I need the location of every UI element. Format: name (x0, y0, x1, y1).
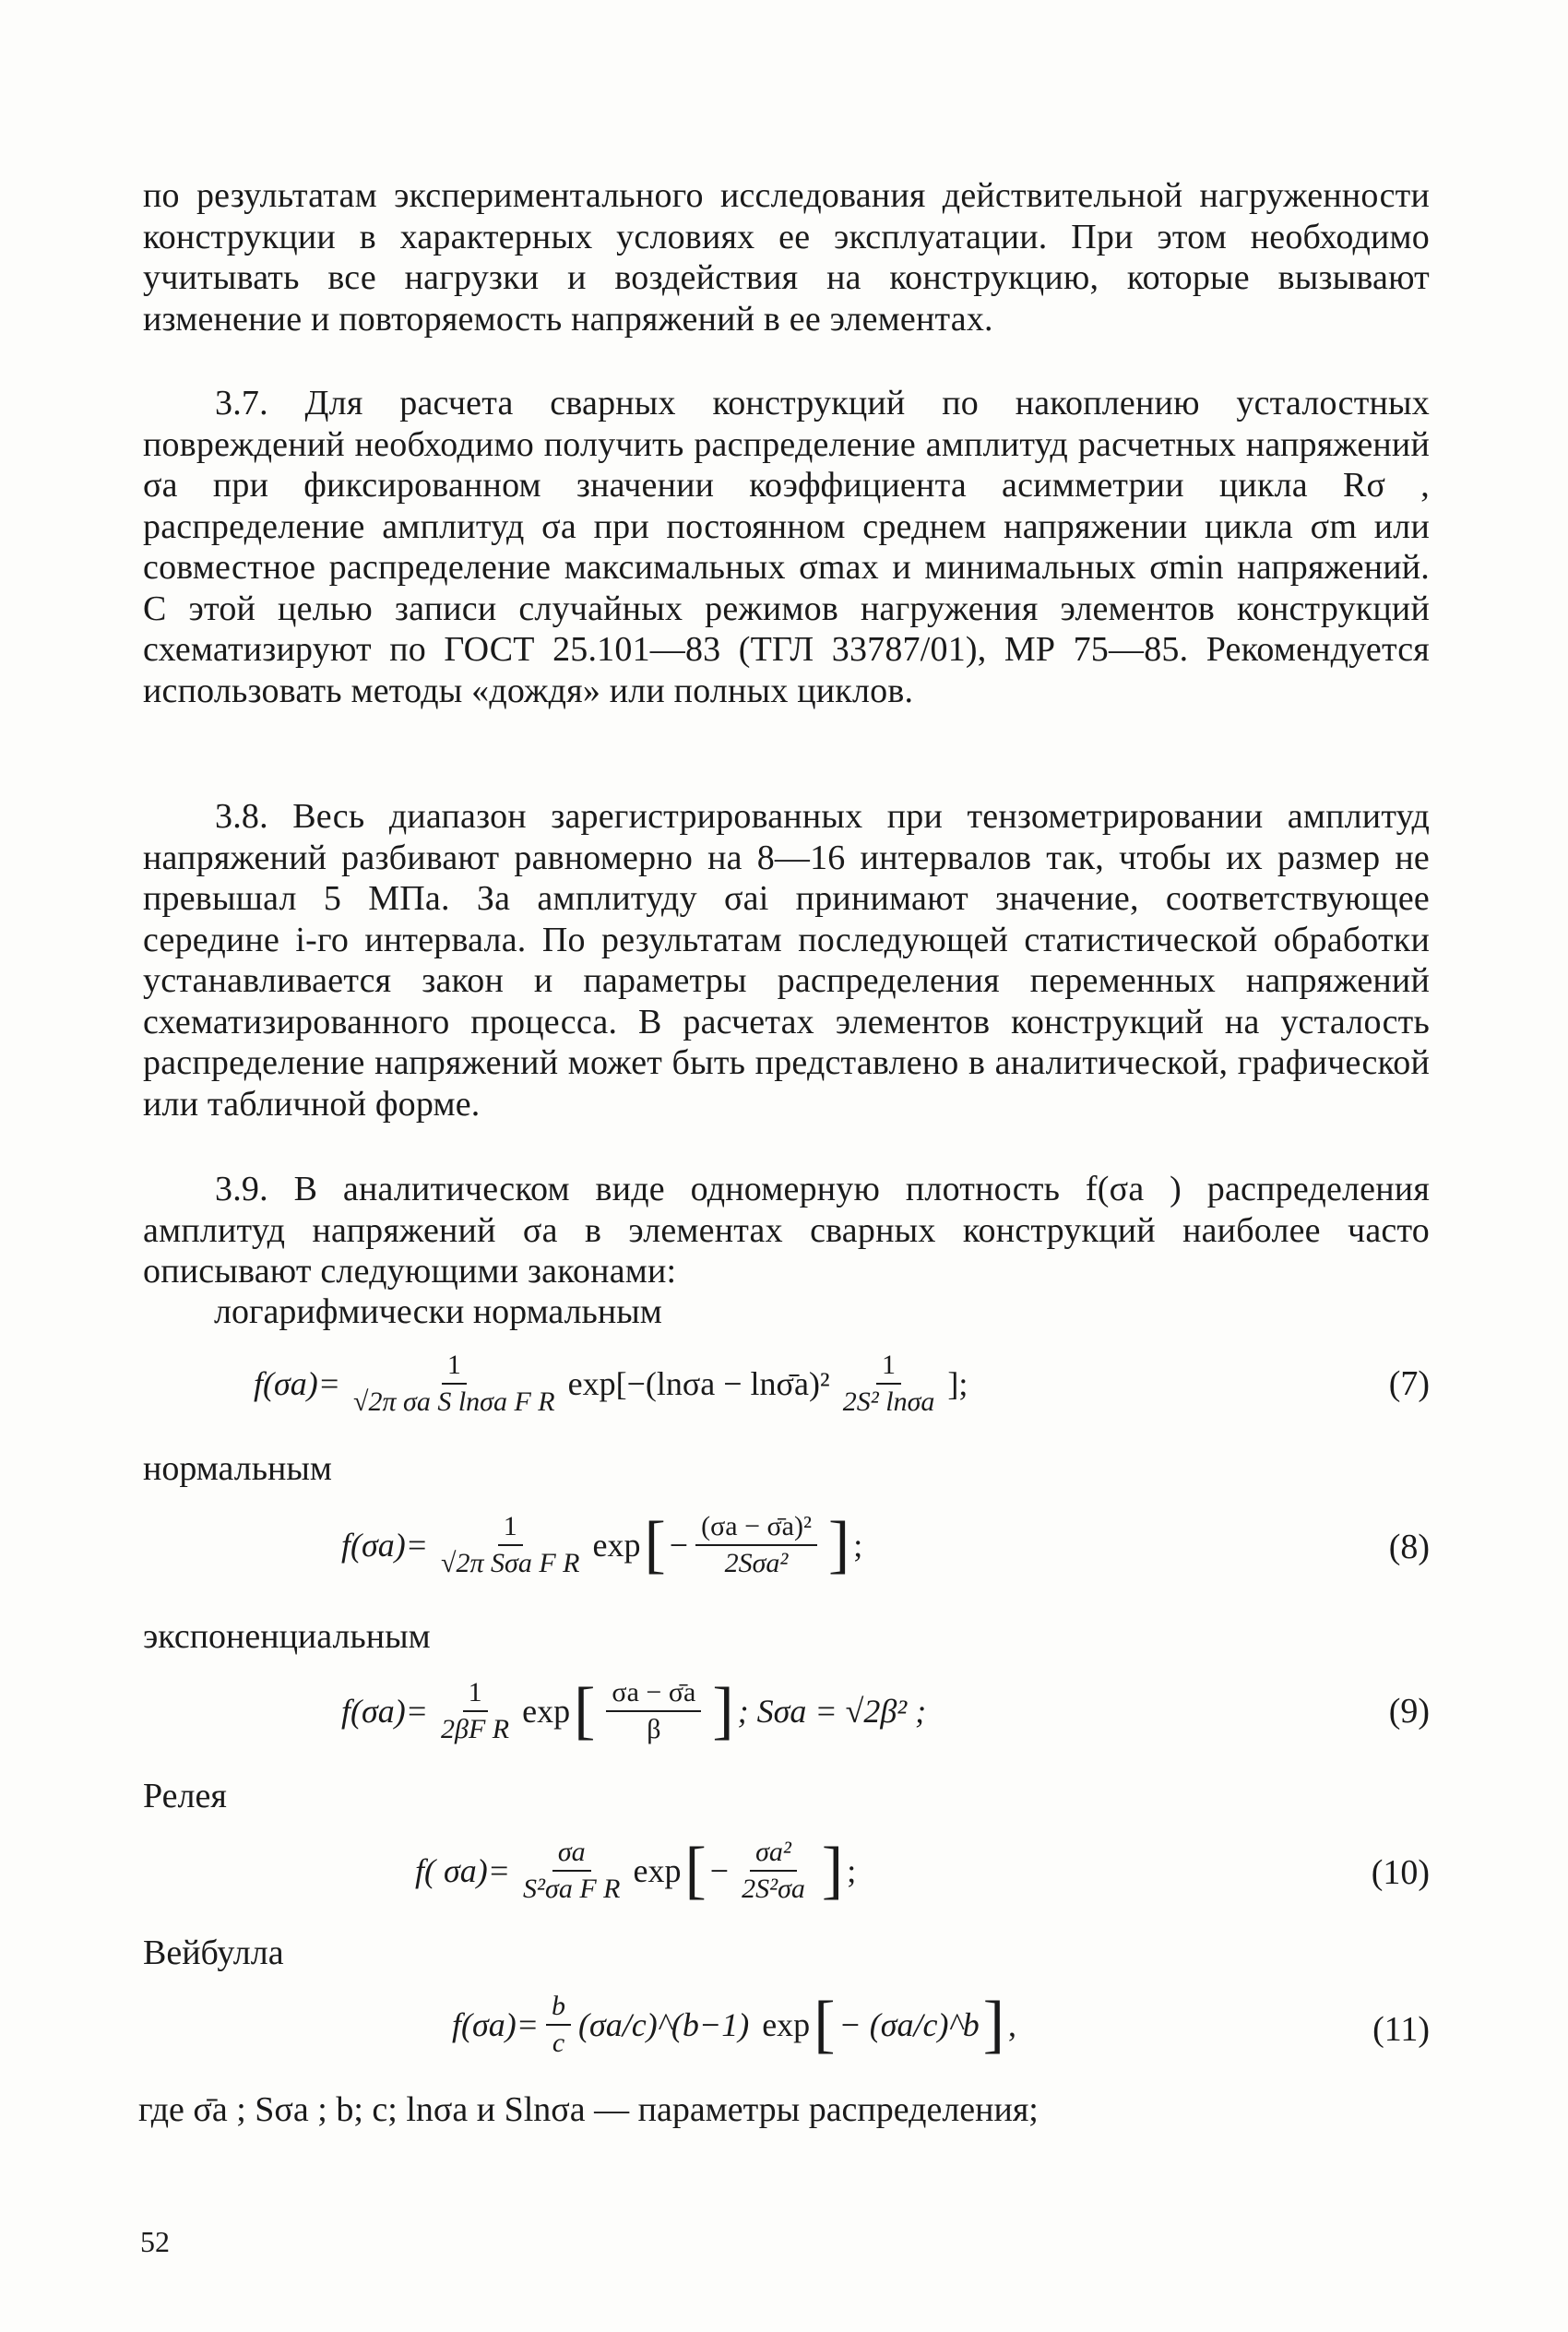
formula-minus: − (709, 1852, 730, 1889)
formula-exp: exp (633, 1852, 682, 1889)
formula-8 (341, 1499, 862, 1591)
bracket-close: ] (821, 1835, 844, 1906)
formula-11 (452, 1979, 1016, 2071)
formula-lhs: f(σa)= (341, 1693, 429, 1730)
fraction-numerator: b (546, 1991, 571, 2026)
paragraph-text: 3.7. Для расчета сварных конструкций по накоплению усталостных повреждений необходимо получить распределение амплитуд расчетных напряжений σa при фиксированном значении коэффициента асимметрии цикла Rσ , распределение амплитуд σa при постоянном среднем напряжении цикла σm или совместное распределение максимальных σmax и минимальных σmin напряжений. С этой целью записи случайных режимов нагружения элементов конструкций схематизируют по ГОСТ 25.101—83 (ТГЛ 33787/01), МР 75—85. Рекомендуется использовать методы «дождя» или полных циклов. (143, 384, 1430, 710)
formula-inner: − (σa/c)^b (838, 2006, 980, 2043)
formula-lhs: f(σa)= (341, 1527, 429, 1564)
bracket-open: [ (644, 1509, 666, 1580)
fraction (606, 1677, 701, 1745)
fraction-denominator: β (647, 1714, 661, 1744)
paragraph-text: по результатам экспериментального исследования действительной нагруженности конструкции в характерных условиях ее эксплуатации. При этом необходимо учитывать все нагрузки и воздействия на конструкцию, которые вызывают изменение и повторяемость напряжений в ее элементах. (143, 176, 1430, 339)
fraction (736, 1837, 811, 1905)
equation-number-7: (7) (1388, 1364, 1430, 1403)
fraction-numerator: σa (552, 1837, 591, 1872)
page-number: 52 (140, 2225, 170, 2258)
fraction-numerator: 1 (498, 1511, 523, 1546)
fraction-numerator: (σa − σ̄a)² (695, 1511, 817, 1546)
formula-7 (254, 1342, 968, 1425)
formula-exp: exp (592, 1527, 641, 1564)
paragraph-text: 3.9. В аналитическом виде одномерную плотность f(σa ) распределения амплитуд напряжений σa в элементах сварных конструкций наиболее часто описывают следующими законами: (143, 1170, 1430, 1291)
fraction (837, 1350, 941, 1418)
label-lognormal: логарифмически нормальным (214, 1292, 662, 1331)
formula-exp: exp (762, 2006, 811, 2043)
formula-exp: exp[−(lnσa − lnσ̄a)² (567, 1365, 830, 1402)
formula-lhs: f( σa)= (415, 1852, 511, 1889)
fraction-denominator: 2Sσa² (724, 1548, 789, 1578)
equation-number-9: (9) (1388, 1692, 1430, 1731)
fraction-numerator: 1 (876, 1350, 901, 1385)
parameters-line: где σ̄a ; Sσa ; b; c; lnσa и Slnσa — параметры распределения; (138, 2090, 1039, 2129)
fraction (348, 1350, 561, 1418)
fraction-numerator: σa − σ̄a (606, 1677, 701, 1712)
formula-power: (σa/c)^(b−1) (578, 2006, 750, 2043)
label-normal: нормальным (143, 1449, 332, 1488)
equation-number-8: (8) (1388, 1528, 1430, 1566)
fraction-denominator: √2π σa S lnσa F R (353, 1386, 555, 1417)
paragraph-3-7 (143, 383, 1430, 711)
fraction (435, 1677, 515, 1745)
formula-close: ; (847, 1852, 857, 1889)
fraction (517, 1837, 625, 1905)
fraction-numerator: σa² (750, 1837, 797, 1872)
bracket-open: [ (684, 1835, 707, 1906)
formula-tail: ; Sσa = √2β² ; (737, 1693, 927, 1730)
equation-number-10: (10) (1371, 1853, 1430, 1892)
formula-9 (341, 1665, 926, 1757)
paragraph-text: 3.8. Весь диапазон зарегистрированных при тензометрировании амплитуд напряжений разбивают равномерно на 8—16 интервалов так, чтобы их размер не превышал 5 МПа. За амплитуду σai принимают значение, соответствующее середине i-го интервала. По результатам последующей статистической обработки устанавливается закон и параметры распределения переменных напряжений схематизированного процесса. В расчетах элементов конструкций на усталость распределение напряжений может быть представлено в аналитической, графической или табличной форме. (143, 797, 1430, 1124)
formula-lhs: f(σa)= (254, 1365, 341, 1402)
fraction (546, 1991, 571, 2059)
bracket-open: [ (574, 1675, 596, 1746)
fraction-denominator: 2βF R (441, 1714, 510, 1744)
fraction (695, 1511, 817, 1579)
formula-10 (415, 1825, 856, 1917)
formula-close: ]; (947, 1365, 968, 1402)
formula-close: ; (853, 1527, 863, 1564)
bracket-close: ] (982, 1989, 1005, 2060)
formula-exp: exp (522, 1693, 571, 1730)
formula-close: , (1008, 2006, 1017, 2043)
fraction-denominator: 2S²σa (742, 1874, 805, 1904)
formula-minus: − (669, 1527, 689, 1564)
bracket-close: ] (827, 1509, 850, 1580)
formula-lhs: f(σa)= (452, 2006, 540, 2043)
paragraph-3-8 (143, 796, 1430, 1124)
paragraph-intro (143, 175, 1430, 339)
paragraph-3-9 (143, 1169, 1430, 1292)
label-exponential: экспоненциальным (143, 1617, 431, 1656)
fraction-denominator: c (552, 2028, 565, 2058)
bracket-close: ] (712, 1675, 734, 1746)
label-rayleigh: Релея (143, 1777, 227, 1815)
fraction-denominator: √2π Sσa F R (441, 1548, 580, 1578)
fraction-numerator: 1 (442, 1350, 467, 1385)
equation-number-11: (11) (1372, 2010, 1430, 2049)
bracket-open: [ (814, 1989, 836, 2060)
fraction (435, 1511, 585, 1579)
label-weibull: Вейбулла (143, 1933, 284, 1972)
fraction-denominator: 2S² lnσa (842, 1386, 935, 1417)
fraction-denominator: S²σa F R (523, 1874, 621, 1904)
fraction-numerator: 1 (463, 1677, 488, 1712)
